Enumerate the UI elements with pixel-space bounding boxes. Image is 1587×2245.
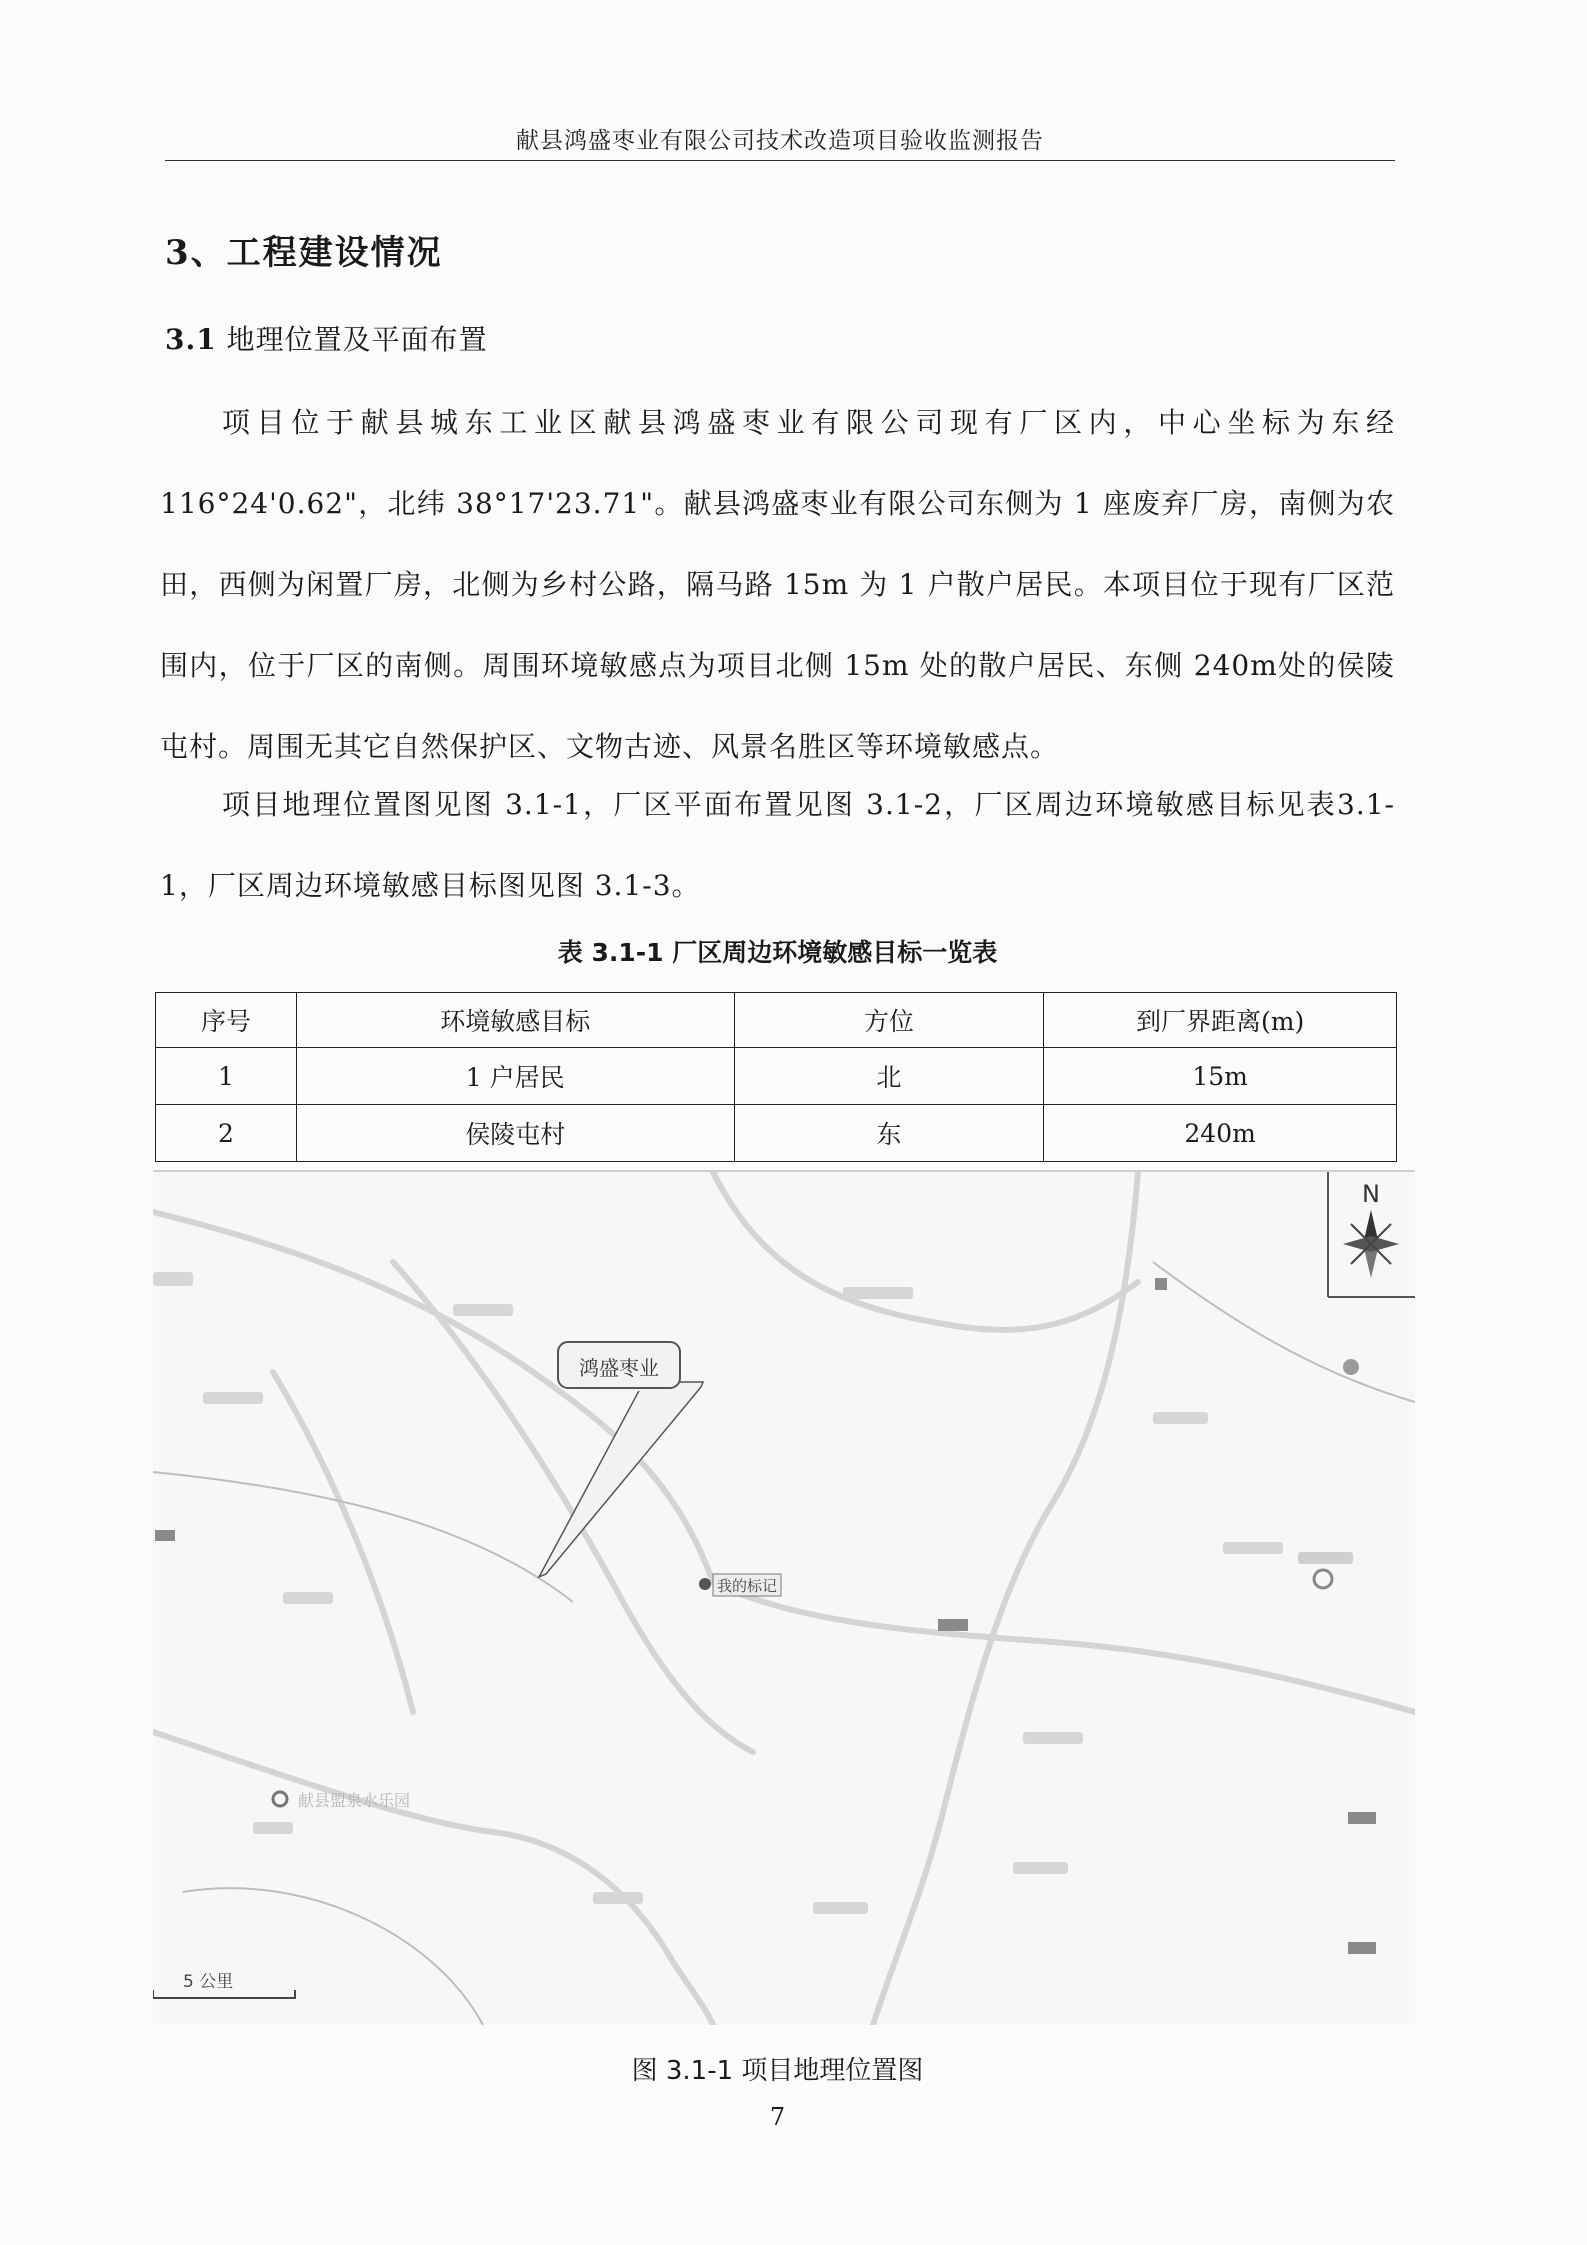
faint-label xyxy=(813,1902,868,1914)
faint-label xyxy=(1023,1732,1083,1744)
road-shield xyxy=(938,1619,968,1631)
table-header-cell: 序号 xyxy=(156,993,297,1048)
road xyxy=(153,1732,713,2025)
faint-label xyxy=(153,1272,193,1286)
table-header-cell: 到厂界距离(m) xyxy=(1044,993,1397,1048)
running-header: 献县鸿盛枣业有限公司技术改造项目验收监测报告 xyxy=(516,128,1044,154)
table-cell: 侯陵屯村 xyxy=(296,1105,734,1162)
road-shield xyxy=(1348,1812,1376,1824)
faint-label xyxy=(203,1392,263,1404)
table-cell: 北 xyxy=(734,1048,1044,1105)
north-label: N xyxy=(1362,1180,1380,1208)
figure-caption: 图 3.1-1 项目地理位置图 xyxy=(631,2056,924,2086)
minor-road xyxy=(183,1888,483,2025)
table-cell: 2 xyxy=(156,1105,297,1162)
table-caption: 表 3.1-1 厂区周边环境敏感目标一览表 xyxy=(557,938,998,967)
marker-label: 我的标记 xyxy=(716,1577,778,1595)
minor-road xyxy=(153,1472,573,1602)
table-header-cell: 环境敏感目标 xyxy=(296,993,734,1048)
road xyxy=(873,1172,1138,2025)
station-marker xyxy=(1298,1552,1353,1588)
callout-pointer xyxy=(539,1382,703,1577)
table-header-cell: 方位 xyxy=(734,993,1044,1048)
faint-label xyxy=(453,1304,513,1316)
map-roads xyxy=(153,1172,1415,2025)
road xyxy=(393,1262,753,1752)
poi-icon xyxy=(273,1792,287,1806)
faint-label xyxy=(283,1592,333,1604)
map-canvas xyxy=(153,1172,1415,2025)
table-row xyxy=(156,1048,1397,1105)
faint-label xyxy=(593,1892,643,1904)
road-shield xyxy=(1155,1278,1167,1290)
road-shield xyxy=(1348,1942,1376,1954)
faint-label xyxy=(843,1287,913,1299)
faint-label xyxy=(1223,1542,1283,1554)
sensitive-targets-table xyxy=(155,992,1397,1162)
subsection-heading xyxy=(165,318,488,358)
table-cell: 1 xyxy=(156,1048,297,1105)
table-header-row xyxy=(156,993,1397,1048)
poi-water-park xyxy=(273,1791,410,1810)
scale-bar xyxy=(153,1972,295,1998)
station-icon xyxy=(1314,1570,1332,1588)
subsection-title: 地理位置及平面布置 xyxy=(226,323,488,356)
faint-label xyxy=(1153,1412,1208,1424)
location-map xyxy=(153,1170,1415,2025)
map-pin-icon xyxy=(699,1578,711,1590)
table-cell: 东 xyxy=(734,1105,1044,1162)
callout-label: 鸿盛枣业 xyxy=(579,1356,659,1380)
scale-label: 5 公里 xyxy=(183,1972,234,1992)
table-cell: 240m xyxy=(1044,1105,1397,1162)
map-minor-roads xyxy=(153,1262,1415,2025)
minor-road xyxy=(1153,1262,1415,1402)
north-arrow xyxy=(1328,1172,1415,1297)
paragraph-location: 项目位于献县城东工业区献县鸿盛枣业有限公司现有厂区内，中心坐标为东经116°24'0.62"，北纬 38°17'23.71"。献县鸿盛枣业有限公司东侧为 1 座废弃厂房，南侧为农田，西侧为闲置厂房，北侧为乡村公路，隔马路 15m 为 1 户散户居民。本项目位于现有厂区范围内，位于厂区的南侧。周围环境敏感点为项目北侧 15m 处的散户居民、东侧 240m处的侯陵屯村。周围无其它自然保护区、文物古迹、风景名胜区等环境敏感点。 xyxy=(160,406,1395,763)
table-row xyxy=(156,1105,1397,1162)
header-rule xyxy=(165,160,1395,161)
project-callout xyxy=(539,1342,703,1577)
page-number: 7 xyxy=(769,2103,786,2131)
poi-label: 献县盟泉水乐园 xyxy=(298,1791,411,1810)
road-shield xyxy=(155,1530,175,1541)
subsection-number: 3.1 xyxy=(165,323,217,356)
faint-label xyxy=(253,1822,293,1834)
paragraph-figure-refs: 项目地理位置图见图 3.1-1，厂区平面布置见图 3.1-2，厂区周边环境敏感目标见表3.1-1，厂区周边环境敏感目标图见图 3.1-3。 xyxy=(160,788,1395,902)
table-cell: 15m xyxy=(1044,1048,1397,1105)
section-title: 3、工程建设情况 xyxy=(165,233,443,273)
road xyxy=(713,1172,1138,1330)
faint-label xyxy=(1298,1552,1353,1564)
faint-label xyxy=(1013,1862,1068,1874)
road xyxy=(713,1582,1415,1712)
table-cell: 1 户居民 xyxy=(296,1048,734,1105)
road-shields xyxy=(155,1278,1376,1954)
road-junction xyxy=(1343,1359,1359,1375)
road xyxy=(273,1372,413,1712)
